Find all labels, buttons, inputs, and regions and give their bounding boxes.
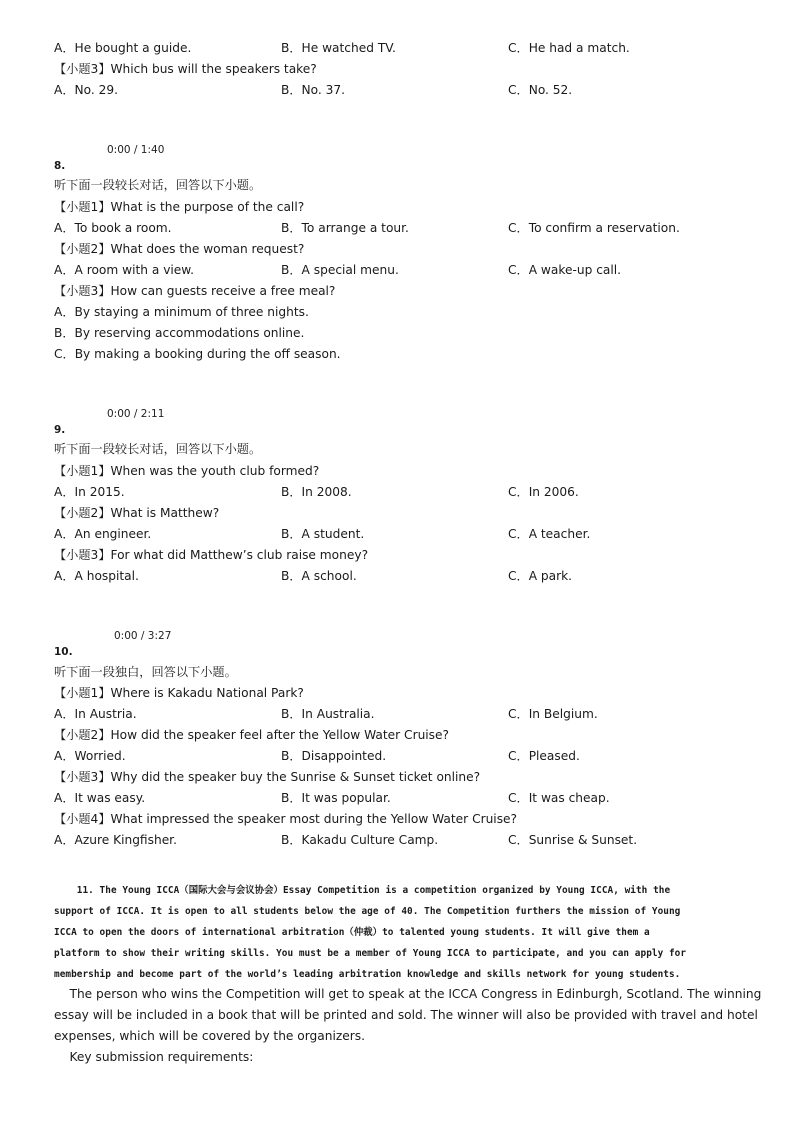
q11-requirements-heading: Key submission requirements:	[54, 1050, 254, 1064]
q11-paragraph-line-1: The person who wins the Competition will get to speak at the ICCA Congress in Edinburgh, Scotland. The winning	[54, 987, 762, 1001]
q9-sub3-option-a: A．A hospital.	[54, 569, 139, 583]
q8-number: 8.	[54, 160, 66, 172]
q10-sub4-option-b: B．Kakadu Culture Camp.	[281, 833, 439, 847]
q11-passage-line-5: membership and become part of the world’s leading arbitration knowledge and skills network for young students.	[54, 969, 681, 980]
q10-sub4-question: 【小题4】What impressed the speaker most during the Yellow Water Cruise?	[54, 812, 518, 826]
q8-sub2-option-a: A．A room with a view.	[54, 263, 195, 277]
q11-paragraph-line-3: expenses, which will be covered by the organizers.	[54, 1029, 366, 1043]
q9-sub1-option-b: B．In 2008.	[281, 485, 352, 499]
q8-instruction: 听下面一段较长对话，回答以下小题。	[54, 178, 262, 192]
q8-sub3-option-b: B．By reserving accommodations online.	[54, 326, 305, 340]
q9-sub2-option-c: C．A teacher.	[508, 527, 591, 541]
q9-number: 9.	[54, 424, 66, 436]
q9-audio-player-time[interactable]: 0:00 / 2:11	[107, 408, 165, 420]
q9-sub3-question: 【小题3】For what did Matthew’s club raise money?	[54, 548, 369, 562]
q8-sub1-option-a: A．To book a room.	[54, 221, 172, 235]
q9-sub1-option-c: C．In 2006.	[508, 485, 579, 499]
q9-sub3-option-c: C．A park.	[508, 569, 573, 583]
q8-sub1-option-c: C．To confirm a reservation.	[508, 221, 680, 235]
q11-passage-line-4: platform to show their writing skills. You must be a member of Young ICCA to participate, and you can apply for	[54, 948, 687, 959]
q8-audio-player-time[interactable]: 0:00 / 1:40	[107, 144, 165, 156]
q10-sub1-option-c: C．In Belgium.	[508, 707, 598, 721]
q9-sub1-question: 【小题1】When was the youth club formed?	[54, 464, 320, 478]
q8-sub1-question: 【小题1】What is the purpose of the call?	[54, 200, 305, 214]
q7-sub3-option-c: C．No. 52.	[508, 83, 573, 97]
q8-sub2-question: 【小题2】What does the woman request?	[54, 242, 305, 256]
q10-sub3-option-b: B．It was popular.	[281, 791, 391, 805]
q9-instruction: 听下面一段较长对话，回答以下小题。	[54, 442, 262, 456]
q11-paragraph-line-2: essay will be included in a book that will be printed and sold. The winner will also be provided with travel and hotel	[54, 1008, 758, 1022]
q8-sub3-option-a: A．By staying a minimum of three nights.	[54, 305, 309, 319]
q7-sub2-option-b: B．He watched TV.	[281, 41, 396, 55]
q10-sub3-option-a: A．It was easy.	[54, 791, 146, 805]
q10-sub1-option-b: B．In Australia.	[281, 707, 375, 721]
q9-sub3-option-b: B．A school.	[281, 569, 357, 583]
q9-sub2-option-a: A．An engineer.	[54, 527, 152, 541]
q7-sub2-option-c: C．He had a match.	[508, 41, 630, 55]
q10-sub2-option-a: A．Worried.	[54, 749, 126, 763]
q10-audio-player-time[interactable]: 0:00 / 3:27	[114, 630, 172, 642]
q10-sub2-option-b: B．Disappointed.	[281, 749, 387, 763]
q7-sub2-option-a: A．He bought a guide.	[54, 41, 192, 55]
q8-sub1-option-b: B．To arrange a tour.	[281, 221, 409, 235]
q10-sub1-option-a: A．In Austria.	[54, 707, 137, 721]
q10-sub4-option-c: C．Sunrise & Sunset.	[508, 833, 638, 847]
q10-sub2-option-c: C．Pleased.	[508, 749, 580, 763]
q10-sub2-question: 【小题2】How did the speaker feel after the Yellow Water Cruise?	[54, 728, 450, 742]
q8-sub3-option-c: C．By making a booking during the off season.	[54, 347, 341, 361]
q10-sub3-option-c: C．It was cheap.	[508, 791, 610, 805]
q11-passage-line-2: support of ICCA. It is open to all students below the age of 40. The Competition furthers the mission of Young	[54, 906, 681, 917]
q9-sub2-option-b: B．A student.	[281, 527, 365, 541]
q11-passage-line-3: ICCA to open the doors of international arbitration（仲裁）to talented young students. It will give them a	[54, 927, 650, 938]
q10-instruction: 听下面一段独白，回答以下小题。	[54, 665, 237, 679]
q9-sub2-question: 【小题2】What is Matthew?	[54, 506, 220, 520]
q10-number: 10.	[54, 646, 73, 658]
q10-sub4-option-a: A．Azure Kingfisher.	[54, 833, 177, 847]
q11-passage-line-1: 11. The Young ICCA（国际大会与会议协会）Essay Competition is a competition organized by Young ICCA, with the	[54, 885, 671, 896]
q7-sub3-question: 【小题3】Which bus will the speakers take?	[54, 62, 317, 76]
q8-sub3-question: 【小题3】How can guests receive a free meal?	[54, 284, 336, 298]
q10-sub1-question: 【小题1】Where is Kakadu National Park?	[54, 686, 304, 700]
q7-sub3-option-a: A．No. 29.	[54, 83, 119, 97]
q9-sub1-option-a: A．In 2015.	[54, 485, 125, 499]
q10-sub3-question: 【小题3】Why did the speaker buy the Sunrise & Sunset ticket online?	[54, 770, 481, 784]
q8-sub2-option-c: C．A wake-up call.	[508, 263, 622, 277]
q8-sub2-option-b: B．A special menu.	[281, 263, 399, 277]
q7-sub3-option-b: B．No. 37.	[281, 83, 346, 97]
